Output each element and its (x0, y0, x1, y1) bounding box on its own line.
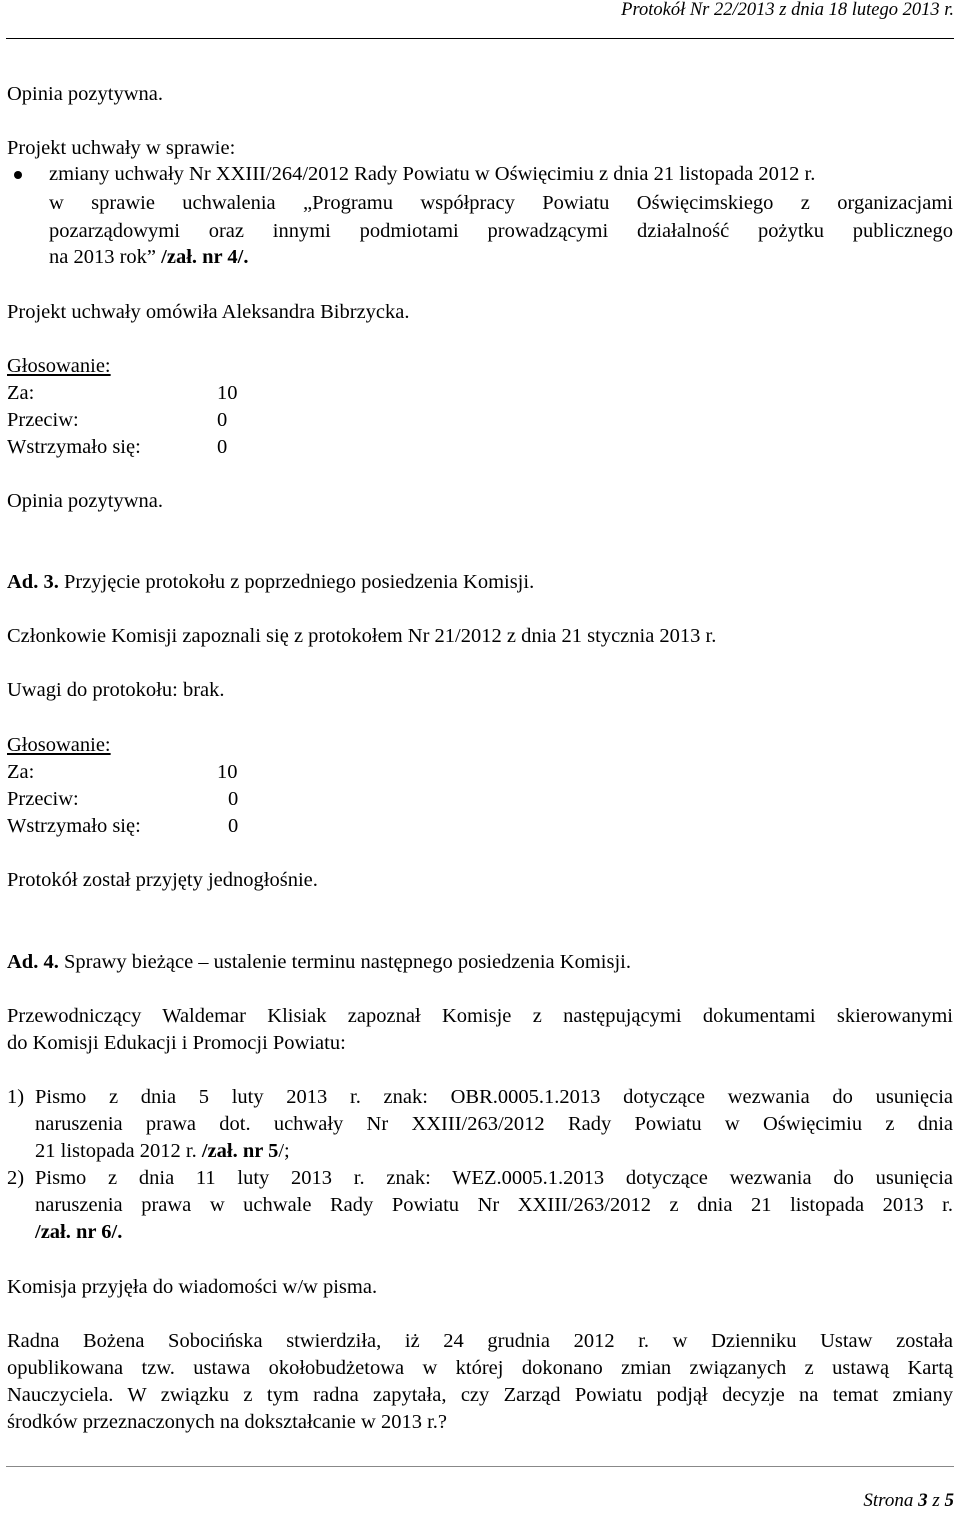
attachment-ref: /zał. nr 6/. (35, 1221, 123, 1243)
agenda-item-number: Ad. 4. (7, 951, 59, 973)
agenda-item-number: Ad. 3. (7, 571, 59, 593)
paragraph-line: opublikowana tzw. ustawa okołobudżetowa w której dokonano zmian związanych z ustawą Kartą (7, 1357, 953, 1379)
page-header-title: Protokół Nr 22/2013 z dnia 18 lutego 2013 r. (621, 0, 954, 20)
paragraph: Uwagi do protokołu: brak. (7, 679, 225, 701)
page-number: Strona 3 z 5 (863, 1490, 954, 1511)
list-item-line: naruszenia prawa dot. uchwały Nr XXIII/263/2012 Rady Powiatu w Oświęcimiu z dnia (35, 1113, 953, 1135)
paragraph-line: do Komisji Edukacji i Promocji Powiatu: (7, 1032, 346, 1054)
attachment-ref: /zał. nr 5 (201, 1140, 279, 1162)
list-number: 2) (7, 1167, 25, 1189)
vote-against-label: Przeciw: (7, 788, 79, 810)
attachment-ref: /zał. nr 4/. (161, 246, 249, 268)
paragraph-line: środków przeznaczonych na dokształcanie w 2013 r.? (7, 1411, 448, 1433)
vote-heading: Głosowanie: (7, 734, 111, 756)
project-desc-line: w sprawie uchwalenia „Programu współpracy Powiatu Oświęcimskiego z organizacjami (49, 192, 953, 214)
vote-abstain-value: 0 (217, 436, 228, 458)
agenda-item-heading: Ad. 3. Przyjęcie protokołu z poprzedniego posiedzenia Komisji. (7, 571, 535, 593)
paragraph: Członkowie Komisji zapoznali się z protokołem Nr 21/2012 z dnia 21 stycznia 2013 r. (7, 625, 717, 647)
bullet-icon (14, 171, 22, 179)
agenda-item-heading: Ad. 4. Sprawy bieżące – ustalenie terminu następnego posiedzenia Komisji. (7, 951, 631, 973)
project-desc-line: pozarządowymi oraz innymi podmiotami prowadzącymi działalność pożytku publicznego (49, 220, 953, 242)
list-item-line: Pismo z dnia 11 luty 2013 r. znak: WEZ.0005.1.2013 dotyczące wezwania do usunięcia (35, 1167, 953, 1189)
list-item-line: naruszenia prawa w uchwale Rady Powiatu Nr XXIII/263/2012 z dnia 21 listopada 2013 r. (35, 1194, 953, 1216)
project-intro: Projekt uchwały w sprawie: (7, 137, 236, 159)
vote-result: Opinia pozytywna. (7, 490, 163, 512)
paragraph-line: Przewodniczący Waldemar Klisiak zapoznał Komisje z następującymi dokumentami skierowanymi (7, 1005, 953, 1027)
opinion-text: Opinia pozytywna. (7, 83, 163, 105)
vote-against-value: 0 (217, 409, 228, 431)
list-number: 1) (7, 1086, 25, 1108)
header-rule (6, 38, 954, 39)
vote-against-label: Przeciw: (7, 409, 79, 431)
vote-for-value: 10 (217, 382, 238, 404)
vote-for-label: Za: (7, 761, 35, 783)
paragraph-line: Radna Bożena Sobocińska stwierdziła, iż 24 grudnia 2012 r. w Dzienniku Ustaw została (7, 1330, 953, 1352)
vote-for-label: Za: (7, 382, 35, 404)
paragraph: Komisja przyjęła do wiadomości w/w pisma. (7, 1276, 378, 1298)
list-item-line: 21 listopada 2012 r. /zał. nr 5/; (35, 1140, 290, 1162)
project-desc-line: na 2013 rok” /zał. nr 4/. (49, 246, 249, 268)
vote-heading: Głosowanie: (7, 355, 111, 377)
footer-rule (6, 1466, 954, 1467)
discussed-text: Projekt uchwały omówiła Aleksandra Bibrzycka. (7, 301, 410, 323)
paragraph-line: Nauczyciela. W związku z tym radna zapytała, czy Zarząd Powiatu podjął decyzje na temat zmiany (7, 1384, 953, 1406)
vote-abstain-label: Wstrzymało się: (7, 815, 141, 837)
list-item-line: Pismo z dnia 5 luty 2013 r. znak: OBR.0005.1.2013 dotyczące wezwania do usunięcia (35, 1086, 953, 1108)
vote-abstain-label: Wstrzymało się: (7, 436, 141, 458)
vote-for-value: 10 (217, 761, 238, 783)
vote-result: Protokół został przyjęty jednogłośnie. (7, 869, 318, 891)
vote-abstain-value: 0 (228, 815, 239, 837)
bullet-text: zmiany uchwały Nr XXIII/264/2012 Rady Powiatu w Oświęcimiu z dnia 21 listopada 2012 r. (49, 163, 816, 185)
vote-against-value: 0 (228, 788, 239, 810)
